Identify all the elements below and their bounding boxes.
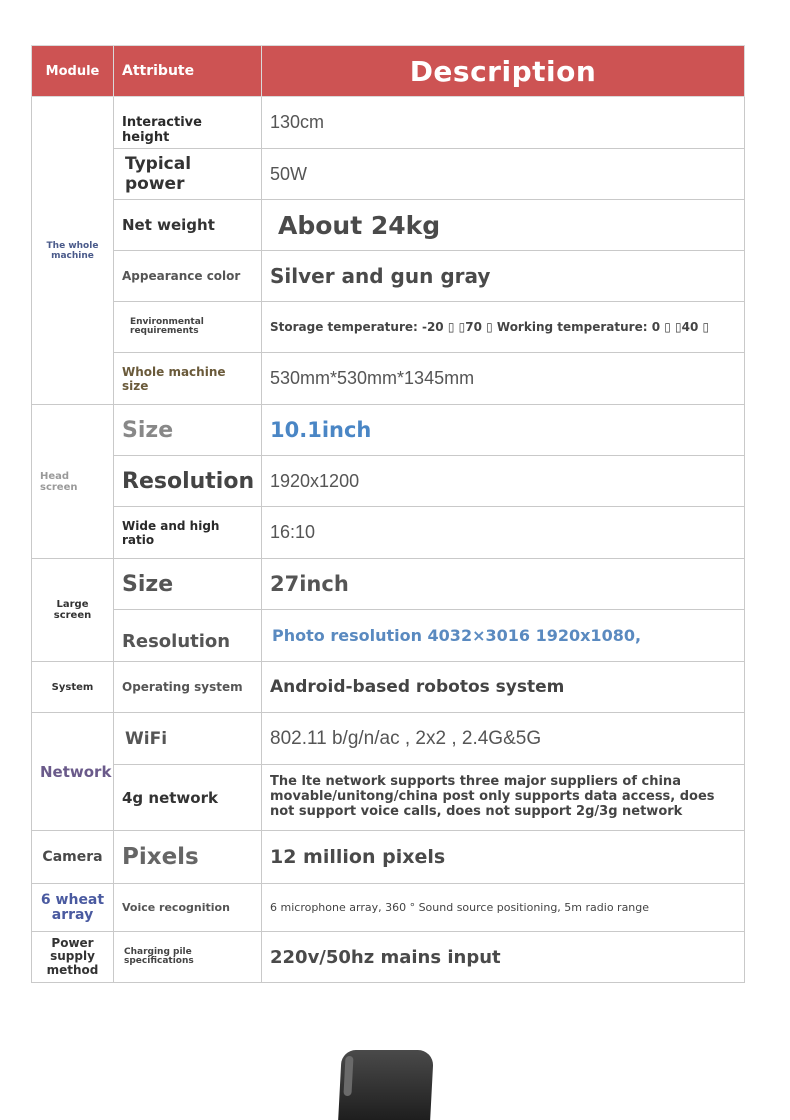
table-row [32, 353, 745, 405]
value-head-ratio: 16:10 [262, 507, 745, 559]
table-row [32, 932, 745, 983]
robot-device-image [338, 1050, 434, 1120]
table-row [32, 200, 745, 251]
attr-environmental: Environmental requirements [114, 302, 262, 353]
table-row [32, 97, 745, 149]
table-row [32, 610, 745, 662]
attr-appearance-color: Appearance color [114, 251, 262, 302]
table-row [32, 302, 745, 353]
value-voice-recognition: 6 microphone array, 360 ° Sound source positioning, 5m radio range [262, 884, 745, 932]
value-appearance-color: Silver and gun gray [262, 251, 745, 302]
module-large-screen: Large screen [32, 559, 114, 662]
attr-wifi: WiFi [114, 713, 262, 765]
table-row [32, 149, 745, 200]
table-row [32, 251, 745, 302]
attr-typical-power: Typical power [114, 149, 262, 200]
attr-net-weight: Net weight [114, 200, 262, 251]
attr-voice-recognition: Voice recognition [114, 884, 262, 932]
module-wheat-array: 6 wheat array [32, 884, 114, 932]
table-row [32, 713, 745, 765]
value-pixels: 12 million pixels [262, 831, 745, 884]
table-row [32, 507, 745, 559]
value-charging-pile: 220v/50hz mains input [262, 932, 745, 983]
module-network: Network [32, 713, 114, 831]
table-row [32, 456, 745, 507]
value-net-weight: About 24kg [262, 200, 745, 251]
value-wifi: 802.11 b/g/n/ac , 2x2 , 2.4G&5G [262, 713, 745, 765]
value-head-size: 10.1inch [262, 405, 745, 456]
table-row [32, 884, 745, 932]
value-typical-power: 50W [262, 149, 745, 200]
module-system: System [32, 662, 114, 713]
value-environmental: Storage temperature: -20 ▯ ▯70 ▯ Working temperature: 0 ▯ ▯40 ▯ [262, 302, 745, 353]
table-row [32, 559, 745, 610]
attr-head-size: Size [114, 405, 262, 456]
attr-head-resolution: Resolution [114, 456, 262, 507]
header-attribute: Attribute [114, 46, 262, 97]
value-head-resolution: 1920x1200 [262, 456, 745, 507]
header-row [32, 46, 745, 97]
attr-large-resolution: Resolution [114, 610, 262, 662]
attr-head-ratio: Wide and high ratio [114, 507, 262, 559]
attr-os: Operating system [114, 662, 262, 713]
module-head-screen: Head screen [32, 405, 114, 559]
value-4g-network: The lte network supports three major suppliers of china movable/unitong/china post only supports data access, does not support voice calls, does not support 2g/3g network [262, 765, 745, 831]
module-camera: Camera [32, 831, 114, 884]
attr-machine-size: Whole machine size [114, 353, 262, 405]
value-interactive-height: 130cm [262, 97, 745, 149]
attr-4g-network: 4g network [114, 765, 262, 831]
module-power-supply: Power supply method [32, 932, 114, 983]
value-machine-size: 530mm*530mm*1345mm [262, 353, 745, 405]
spec-table [31, 45, 745, 983]
attr-large-size: Size [114, 559, 262, 610]
table-row [32, 662, 745, 713]
attr-interactive-height: Interactive height [114, 97, 262, 149]
table-row [32, 765, 745, 831]
value-large-size: 27inch [262, 559, 745, 610]
module-whole-machine: The whole machine [32, 97, 114, 405]
header-module: Module [32, 46, 114, 97]
header-description: Description [262, 46, 745, 97]
table-row [32, 831, 745, 884]
attr-pixels: Pixels [114, 831, 262, 884]
attr-charging-pile: Charging pile specifications [114, 932, 262, 983]
table-row [32, 405, 745, 456]
value-large-resolution: Photo resolution 4032×3016 1920x1080, [262, 610, 745, 662]
value-os: Android-based robotos system [262, 662, 745, 713]
device-rim [343, 1056, 353, 1096]
